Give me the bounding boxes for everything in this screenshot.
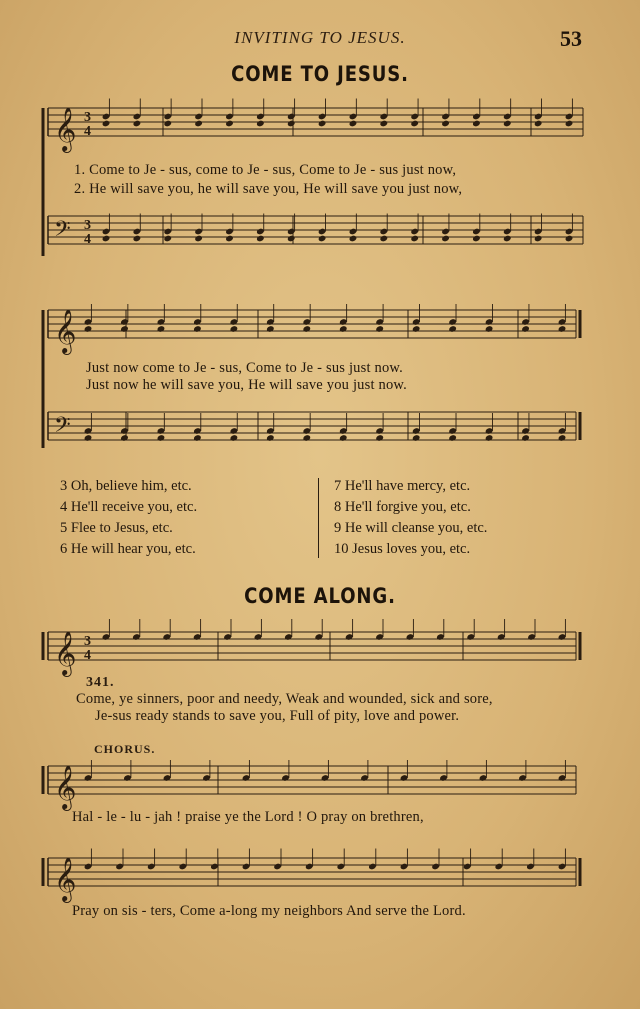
treble-clef-icon: 𝄞 [54, 857, 77, 901]
note-head [379, 235, 388, 243]
staff-chorus-system2 [38, 850, 598, 900]
note-head [133, 235, 142, 243]
note-head [194, 120, 203, 128]
note-head [472, 235, 481, 243]
note-head [534, 120, 543, 128]
note-head [534, 235, 543, 243]
note-head [565, 235, 574, 243]
hymn-title-come-to-jesus: COME TO JESUS. [231, 62, 409, 86]
verse-item: 10 Jesus loves you, etc. [334, 541, 471, 557]
note-head [349, 235, 358, 243]
note-head [163, 235, 172, 243]
note-head [194, 235, 203, 243]
lyric-hymn2-line2: Je-sus ready stands to save you, Full of pity, love and power. [95, 708, 460, 724]
note-head [287, 120, 296, 128]
verse-item: 5 Flee to Jesus, etc. [60, 520, 173, 536]
staff-system1-treble [38, 100, 598, 160]
svg-text:3: 3 [84, 634, 91, 649]
staff-hymn2-system1 [38, 624, 598, 674]
svg-text:4: 4 [84, 124, 91, 139]
bass-clef-icon: 𝄢 [54, 217, 71, 247]
note-head [412, 434, 421, 442]
note-head [102, 235, 111, 243]
note-head [503, 235, 512, 243]
verse-item: 6 He will hear you, etc. [60, 541, 196, 557]
note-head [302, 325, 311, 333]
note-head [102, 120, 111, 128]
svg-text:3: 3 [84, 110, 91, 125]
note-head [157, 325, 166, 333]
note-head [521, 434, 530, 442]
note-head [225, 235, 234, 243]
note-head [157, 434, 166, 442]
lyric-hymn2-line1: Come, ye sinners, poor and needy, Weak and wounded, sick and sore, [76, 691, 493, 707]
lyric-verse1-line1: 1. Come to Je - sus, come to Je - sus, Come to Je - sus just now, [74, 162, 457, 178]
lyric-verse1-line2: Just now come to Je - sus, Come to Je - sus just now. [86, 360, 403, 376]
note-head [133, 120, 142, 128]
treble-clef-icon: 𝄞 [54, 309, 77, 353]
staff-system1-bass [38, 208, 598, 268]
verse-item: 3 Oh, believe him, etc. [60, 478, 192, 494]
note-head [339, 325, 348, 333]
note-head [485, 434, 494, 442]
lyric-chorus-line1: Hal - le - lu - jah ! praise ye the Lord ! O pray on brethren, [72, 809, 424, 825]
note-head [472, 120, 481, 128]
verse-item: 4 He'll receive you, etc. [60, 499, 198, 515]
note-head [448, 325, 457, 333]
note-head [558, 434, 567, 442]
verse-item: 7 He'll have mercy, etc. [334, 478, 471, 494]
note-head [318, 235, 327, 243]
note-head [339, 434, 348, 442]
verse-item: 8 He'll forgive you, etc. [334, 499, 471, 515]
note-head [193, 434, 202, 442]
note-head [230, 434, 239, 442]
note-head [485, 325, 494, 333]
note-head [375, 434, 384, 442]
note-head [410, 120, 419, 128]
lyric-verse2-line1: 2. He will save you, he will save you, He will save you just now, [74, 181, 463, 197]
treble-clef-icon: 𝄞 [54, 631, 77, 675]
note-head [318, 120, 327, 128]
treble-clef-icon: 𝄞 [54, 107, 77, 151]
note-head [84, 434, 93, 442]
note-head [163, 120, 172, 128]
note-head [375, 325, 384, 333]
verse-column-divider [318, 478, 319, 558]
verse-list-right [334, 476, 487, 560]
bass-clef-icon: 𝄢 [54, 413, 71, 443]
svg-text:4: 4 [84, 648, 91, 663]
note-head [302, 434, 311, 442]
staff-system2-treble [38, 302, 598, 362]
note-head [412, 325, 421, 333]
note-head [225, 120, 234, 128]
note-head [521, 325, 530, 333]
note-head [230, 325, 239, 333]
note-head [120, 434, 129, 442]
note-head [503, 120, 512, 128]
staff-chorus-system1 [38, 758, 598, 808]
note-head [558, 325, 567, 333]
note-head [349, 120, 358, 128]
staff-system2-bass [38, 404, 598, 464]
verse-item: 9 He will cleanse you, etc. [334, 520, 488, 536]
note-head [379, 120, 388, 128]
chorus-label: CHORUS. [94, 742, 156, 756]
note-head [441, 120, 450, 128]
svg-text:3: 3 [84, 218, 91, 233]
note-head [287, 235, 296, 243]
lyric-chorus-line2: Pray on sis - ters, Come a-long my neighbors And serve the Lord. [72, 903, 466, 919]
note-head [441, 235, 450, 243]
hymn-number: 341. [86, 675, 115, 690]
verse-list-left [60, 476, 197, 560]
treble-clef-icon: 𝄞 [54, 765, 77, 809]
note-head [565, 120, 574, 128]
note-head [266, 325, 275, 333]
page-number: 53 [560, 26, 582, 51]
hymn-title-come-along: COME ALONG. [244, 584, 396, 608]
lyric-verse2-line2: Just now he will save you, He will save you just now. [86, 377, 407, 393]
running-head: INVITING TO JESUS. [234, 28, 406, 47]
note-head [448, 434, 457, 442]
note-head [410, 235, 419, 243]
note-head [266, 434, 275, 442]
note-head [193, 325, 202, 333]
note-head [256, 235, 265, 243]
svg-text:4: 4 [84, 232, 91, 247]
note-head [256, 120, 265, 128]
note-head [120, 325, 129, 333]
note-head [84, 325, 93, 333]
